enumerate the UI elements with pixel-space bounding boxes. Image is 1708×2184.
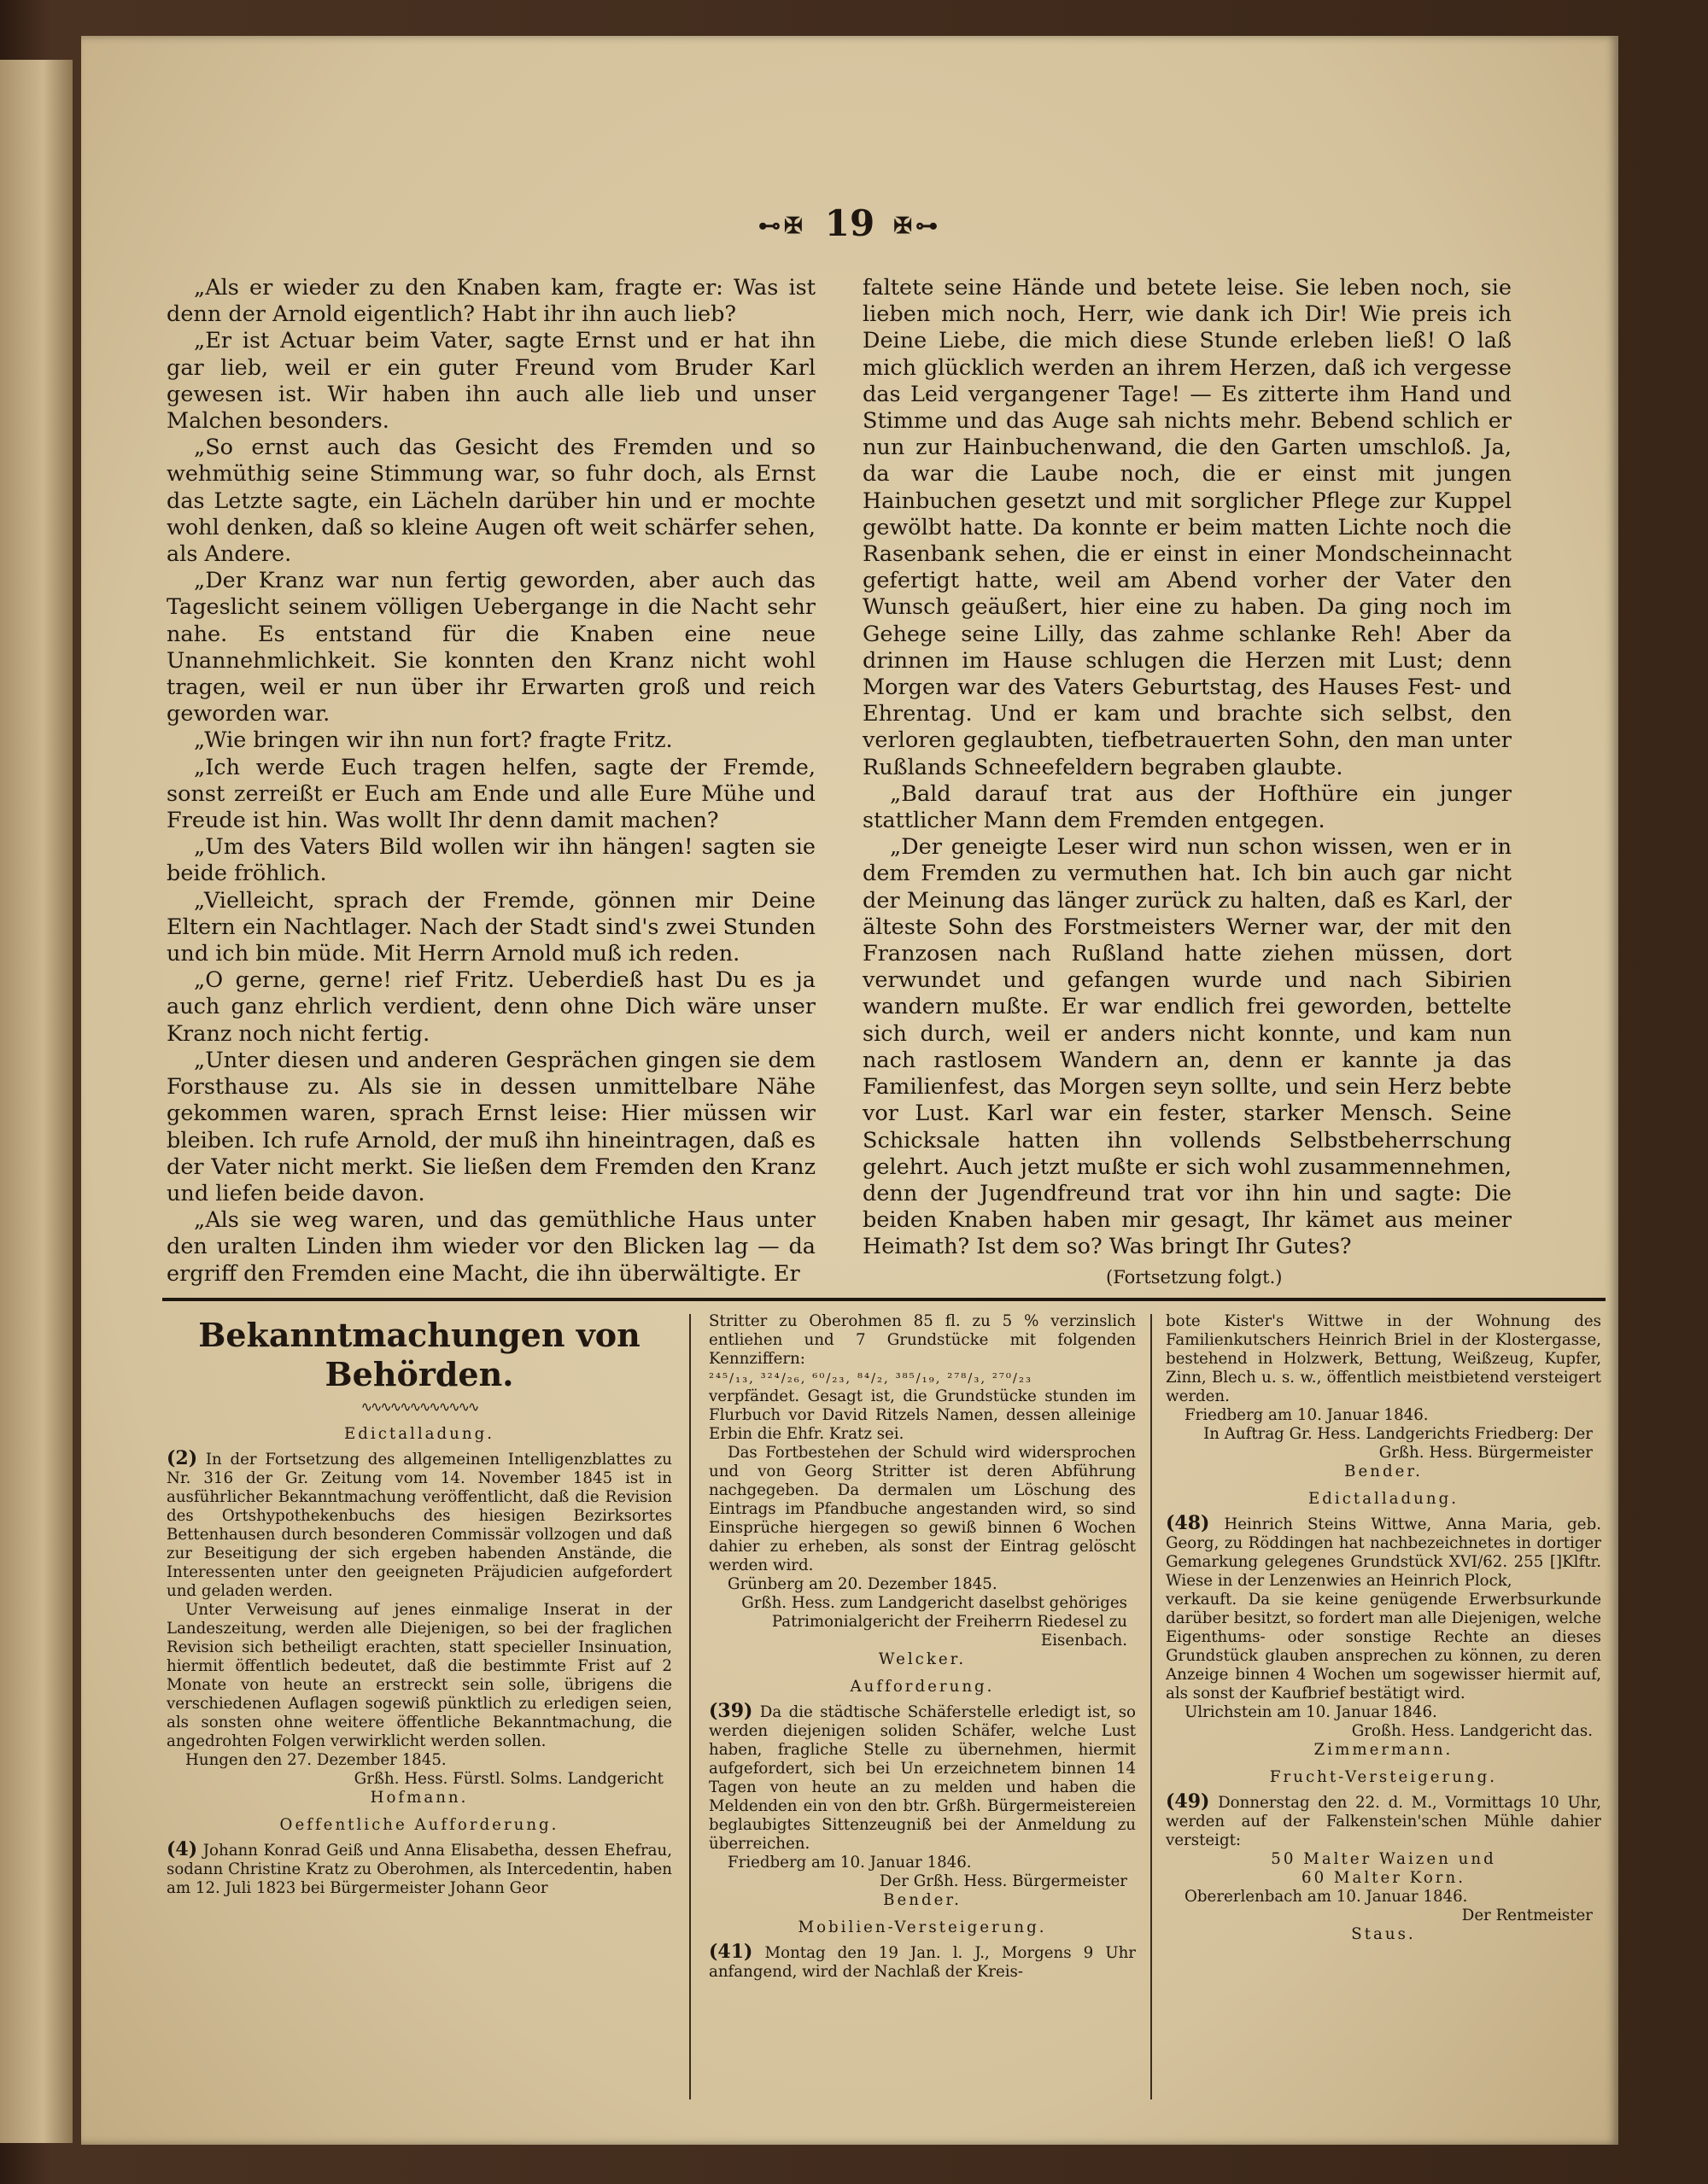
header-ornament-left: ⊷✠ xyxy=(757,213,806,239)
column-rule xyxy=(689,1314,691,2099)
notice-date: Ulrichstein am 10. Januar 1846. xyxy=(1184,1703,1437,1721)
notice-paragraph: Stritter zu Oberohmen 85 fl. zu 5 % verzinslich entliehen und 7 Grundstücke mit folgenden Kennziffern: xyxy=(709,1312,1136,1368)
notice-number: (39) xyxy=(709,1700,753,1722)
notice-paragraph: Unter Verweisung auf jenes einmalige Inserat in der Landeszeitung, werden alle Diejenigen, so bei der fraglichen Revision sich betheiligt erachten, statt specieller Insinuation, hiermit öffentlich bedeutet, daß die bestimmte Frist auf 2 Monate von heute an erstreckt sein solle, übrigens die verschiedenen Auflagen sogewiß pünktlich zu erledigen seien, als sonsten ohne weitere öffentliche Bekanntmachung, die angedrohten Folgen verwirklicht werden sollen. xyxy=(167,1601,672,1750)
notice-date: Friedberg am 10. Januar 1846. xyxy=(1184,1406,1429,1424)
notice-authority: Großh. Hess. Landgericht das. xyxy=(1351,1722,1593,1740)
column-rule xyxy=(1150,1314,1152,2099)
notice-number: (41) xyxy=(709,1941,753,1963)
notice-authority: Der Grßh. Hess. Bürgermeister xyxy=(879,1872,1127,1890)
notice-signature: Bender. xyxy=(1344,1463,1423,1480)
section-divider xyxy=(162,1298,1606,1301)
notice-paragraph xyxy=(167,1840,672,1898)
notice-date: Obererlenbach am 10. Januar 1846. xyxy=(1184,1888,1468,1906)
parcel-numbers: ²⁴⁵/₁₃, ³²⁴/₂₆, ⁶⁰/₂₃, ⁸⁴/₂, ³⁸⁵/₁₉, ²⁷⁸/₃, ²⁷⁰/₂₃ xyxy=(709,1370,1033,1386)
story-column-right xyxy=(863,275,1512,1261)
story-paragraph: „Vielleicht, sprach der Fremde, gönnen mir Deine Eltern ein Nachtlager. Nach der Stadt sind's zwei Stunden und ich bin müde. Mit Herrn Arnold muß ich reden. xyxy=(167,887,816,967)
notice-paragraph: verpfändet. Gesagt ist, die Grundstücke stunden im Flurbuch vor David Ritzels Namen, dessen alleinige Erbin die Ehfr. Kratz sei. xyxy=(709,1387,1136,1443)
story-paragraph: „Der geneigte Leser wird nun schon wissen, wen er in dem Fremden zu vermuthen hat. Ich bin auch gar nicht der Meinung das länger zurück zu halten, daß es Karl, der älteste Sohn des Forstmeisters Werner war, der mit den Franzosen nach Rußland hatte ziehen müssen, dort verwundet und gefangen wurde und nach Sibirien wandern mußte. Er war endlich frei geworden, bettelte sich durch, weil er anders nicht konnte, und kam nun nach rastlosem Wandern an, denn er kannte ja das Familienfest, das Morgen seyn sollte, und sein Herz bebte vor Lust. Karl war ein fester, starker Mensch. Seine Schicksale hatten ihn vollends Selbstbeherrschung gelehrt. Auch jetzt mußte er sich wohl zusammennehmen, denn der Jugendfreund trat vor ihn hin und sagte: Die beiden Knaben haben mir gesagt, Ihr kämet aus meiner Heimath? Ist dem so? Was bringt Ihr Gutes? xyxy=(863,834,1512,1260)
notice-date: Hungen den 27. Dezember 1845. xyxy=(185,1751,447,1769)
notice-heading: Mobilien-Versteigerung. xyxy=(798,1918,1047,1936)
notice-paragraph: bote Kister's Wittwe in der Wohnung des Familienkutschers Heinrich Briel in der Klostergasse, bestehend in Holzwerk, Bettung, Weißzeug, Kupfer, Zinn, Blech u. s. w., öffentlich meistbietend versteigert werden. xyxy=(1166,1312,1601,1405)
announcements-column-1 xyxy=(167,1312,672,1898)
notice-text: Donnerstag den 22. d. M., Vormittags 10 Uhr, werden auf der Falkenstein'schen Mühle dahier versteigt: xyxy=(1166,1794,1601,1849)
notice-text: Da die städtische Schäferstelle erledigt ist, so werden diejenigen soliden Schäfer, welche Lust haben, fragliche Stelle zu übernehmen, hiermit aufgefordert, sich bei Un erzeichnetem binnen 14 Tagen von heute an zu melden und haben die Meldenden ein von den btr. Grßh. Bürgermeistereien beglaubigtes Sittenzeugniß bei der Anmeldung zu überreichen. xyxy=(709,1703,1136,1853)
notice-paragraph xyxy=(167,1449,672,1601)
page-header xyxy=(81,202,1618,244)
wavy-rule: ∿∿∿∿∿∿∿∿∿∿∿∿ xyxy=(360,1399,478,1415)
notice-authority: Grßh. Hess. Fürstl. Solms. Landgericht xyxy=(354,1770,664,1788)
notice-paragraph: Das Fortbestehen der Schuld wird widersprochen und von Georg Stritter ist deren Abführung nachgegeben. Da dermalen um Löschung des Eintrags im Pfandbuche angestanden wird, so sind Einsprüche hiergegen so gewiß binnen 6 Wochen dahier zu erheben, als sonst der Eintrag gelöscht werden wird. xyxy=(709,1444,1136,1574)
notice-heading: Aufforderung. xyxy=(850,1678,995,1696)
header-ornament-right: ✠⊶ xyxy=(893,213,942,239)
announcements-title: Bekanntmachungen von Behörden. xyxy=(198,1316,640,1393)
notice-authority: In Auftrag Gr. Hess. Landgerichts Friedberg: Der Grßh. Hess. Bürgermeister xyxy=(1203,1425,1593,1462)
page-number: 19 xyxy=(824,202,875,244)
story-paragraph: „Der Kranz war nun fertig geworden, aber auch das Tageslicht seinem völligen Uebergange in die Nacht sehr nahe. Es entstand für die Knaben eine neue Unannehmlichkeit. Sie konnten den Kranz nicht wohl tragen, weil er nun über ihr Erwarten groß und reich geworden war. xyxy=(167,568,816,727)
facing-page-edge xyxy=(0,60,73,2143)
notice-authority: Der Rentmeister xyxy=(1461,1907,1593,1924)
notice-paragraph xyxy=(709,1702,1136,1854)
story-paragraph: „O gerne, gerne! rief Fritz. Ueberdieß hast Du es ja auch ganz ehrlich verdient, denn ohne Dich wäre unser Kranz noch nicht fertig. xyxy=(167,967,816,1047)
notice-signature: Zimmermann. xyxy=(1313,1741,1454,1759)
continuation-note: (Fortsetzung folgt.) xyxy=(1106,1267,1283,1288)
story-paragraph: „So ernst auch das Gesicht des Fremden und so wehmüthig seine Stimmung war, so fuhr doch, als Ernst das Letzte sagte, ein Lächeln darüber hin und er mochte wohl denken, daß so kleine Augen oft weit schärfer sehen, als Andere. xyxy=(167,435,816,568)
notice-paragraph xyxy=(1166,1514,1601,1591)
story-paragraph: „Als sie weg waren, und das gemüthliche Haus unter den uralten Linden ihm wieder vor den Blicken lag — da ergriff den Fremden eine Macht, die ihn überwältigte. Er xyxy=(167,1207,816,1287)
notice-text: Heinrich Steins Wittwe, Anna Maria, geb. Georg, zu Röddingen hat nachbezeichnetes in dortiger Gemarkung gelegenes Grundstück XVI/62. 255 []Klftr. Wiese in der Lenzenwies an Heinrich Plock, xyxy=(1166,1515,1601,1590)
story-paragraph: „Er ist Actuar beim Vater, sagte Ernst und er hat ihn gar lieb, weil er ein guter Freund vom Bruder Karl gewesen ist. Wir haben ihn auch alle lieb und unser Malchen besonders. xyxy=(167,328,816,435)
notice-paragraph xyxy=(1166,1792,1601,1850)
story-paragraph: „Unter diesen und anderen Gesprächen gingen sie dem Forsthause zu. Als sie in dessen unmittelbare Nähe gekommen waren, sprach Ernst leise: Hier müssen wir bleiben. Ich rufe Arnold, der muß ihn hineintragen, daß es der Vater nicht merkt. Sie ließen dem Fremden den Kranz und liefen beide davon. xyxy=(167,1047,816,1206)
notice-paragraph xyxy=(709,1942,1136,1982)
notice-date: Grünberg am 20. Dezember 1845. xyxy=(728,1575,997,1593)
story-paragraph: „Ich werde Euch tragen helfen, sagte der Fremde, sonst zerreißt er Euch am Ende und alle Eure Mühe und Freude ist hin. Was wollt Ihr denn damit machen? xyxy=(167,754,816,834)
notice-text: Montag den 19 Jan. l. J., Morgens 9 Uhr anfangend, wird der Nachlaß der Kreis- xyxy=(709,1944,1136,1981)
notice-number: (4) xyxy=(167,1838,198,1860)
story-paragraph: faltete seine Hände und betete leise. Sie leben noch, sie lieben mich noch, Herr, wie dank ich Dir! Wie preis ich Deine Liebe, die mich diese Stunde erleben ließ! O laß mich glücklich werden an ihrem Herzen, daß ich vergesse das Leid vergangener Tage! — Es zitterte ihm Hand und Stimme und das Auge sah nichts mehr. Bebend schlich er nun zur Hainbuchenwand, die den Garten umschloß. Ja, da war die Laube noch, die er einst mit jungen Hainbuchen gesetzt und mit sorglicher Pflege zur Kuppel gewölbt hatte. Da konnte er beim matten Lichte noch die Rasenbank sehen, die er einst in einer Mondscheinnacht gefertigt hatte, weil am Abend vorher der Vater den Wunsch geäußert, hier eine zu haben. Da ging noch im Gehege seine Lilly, das zahme schlanke Reh! Aber da drinnen im Hause schlugen die Herzen mit Lust; denn Morgen war des Vaters Geburtstag, des Hauses Fest- und Ehrentag. Und er kam und brachte sich selbst, den verloren geglaubten, tiefbetrauerten Sohn, den man unter Rußlands Schneefeldern begraben glaubte. xyxy=(863,275,1512,780)
story-paragraph: „Bald darauf trat aus der Hofthüre ein junger stattlicher Mann dem Fremden entgegen. xyxy=(863,780,1512,834)
notice-heading: Frucht-Versteigerung. xyxy=(1269,1768,1498,1786)
notice-number: (49) xyxy=(1166,1790,1210,1813)
notice-heading: Oeffentliche Aufforderung. xyxy=(279,1816,559,1834)
notice-authority: Grßh. Hess. zum Landgericht daselbst gehöriges Patrimonialgericht der Freiherrn Riedesel zu Eisenbach. xyxy=(741,1594,1127,1650)
notice-signature: Hofmann. xyxy=(370,1789,469,1807)
announcements-column-2 xyxy=(709,1312,1136,1982)
story-paragraph: „Wie bringen wir ihn nun fort? fragte Fritz. xyxy=(194,727,673,754)
notice-date: Friedberg am 10. Januar 1846. xyxy=(728,1854,972,1872)
notice-paragraph: verkauft. Da sie keine genügende Erwerbsurkunde darüber besitzt, so fordert man alle Diejenigen, welche Eigenthums- oder sonstige Rechte an dieses Grundstück glauben ansprechen zu können, zu deren Anzeige binnen 4 Wochen um sogewisser hiermit auf, als sonst der Kaufbrief bestätigt wird. xyxy=(1166,1591,1601,1702)
sale-item: 50 Malter Waizen und xyxy=(1271,1850,1496,1868)
newspaper-page xyxy=(81,36,1618,2145)
notice-heading: Edictalladung. xyxy=(1307,1490,1459,1508)
sale-item: 60 Malter Korn. xyxy=(1301,1869,1465,1887)
notice-number: (2) xyxy=(167,1447,198,1469)
notice-text: In der Fortsetzung des allgemeinen Intelligenzblattes zu Nr. 316 der Gr. Zeitung vom 14. November 1845 ist in ausführlicher Bekanntmachung veröffentlicht, daß die Revision des Ortshypothekenbuchs des hiesigen Bezirksortes Bettenhausen durch besonderen Commissär vollzogen und daß zur Beseitigung der sich ergeben habenden Anstände, die Interessenten unter den geeigneten Präjudicien aufgefordert und geladen werden. xyxy=(167,1451,672,1600)
story-paragraph: „Um des Vaters Bild wollen wir ihn hängen! sagten sie beide fröhlich. xyxy=(167,834,816,887)
story-paragraph: „Als er wieder zu den Knaben kam, fragte er: Was ist denn der Arnold eigentlich? Habt ihr ihn auch lieb? xyxy=(167,275,816,328)
story-column-left xyxy=(167,275,816,1288)
notice-heading: Edictalladung. xyxy=(343,1425,495,1443)
notice-signature: Staus. xyxy=(1351,1925,1416,1943)
announcements-column-3 xyxy=(1166,1312,1601,1944)
notice-number: (48) xyxy=(1166,1512,1210,1534)
notice-text: Johann Konrad Geiß und Anna Elisabetha, dessen Ehefrau, sodann Christine Kratz zu Oberohmen, als Intercedentin, haben am 12. Juli 1823 bei Bürgermeister Johann Geor xyxy=(167,1842,672,1897)
notice-signature: Welcker. xyxy=(878,1650,967,1668)
notice-signature: Bender. xyxy=(883,1891,962,1909)
